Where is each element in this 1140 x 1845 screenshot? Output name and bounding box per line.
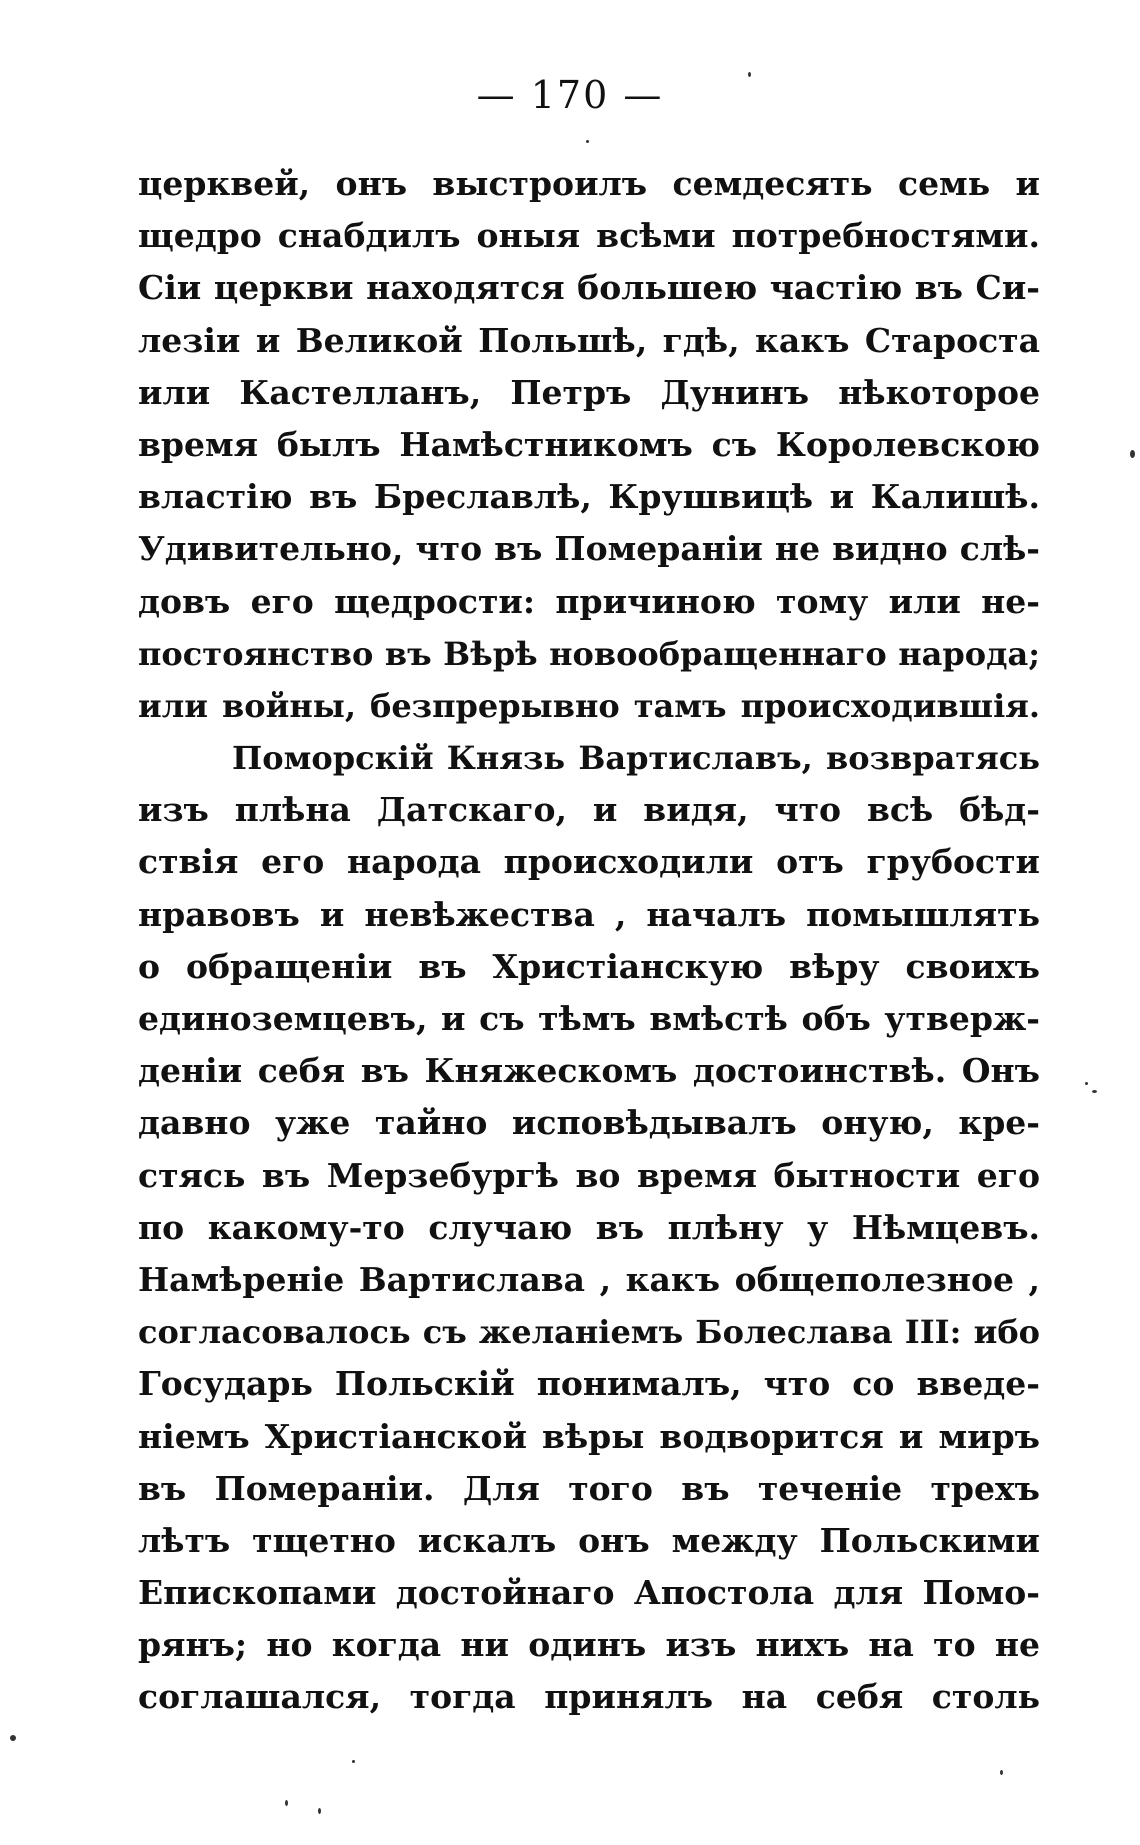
text-line: рянъ; но когда ни одинъ изъ нихъ на то не xyxy=(138,1625,1040,1665)
text-line: время былъ Намѣстникомъ съ Королевскою xyxy=(138,424,1040,464)
text-line: соглашался, тогда принялъ на себя столь xyxy=(138,1677,1040,1717)
text-line: Намѣреніе Вартислава , какъ общеполезное , xyxy=(138,1259,1040,1299)
text-line: Поморскій Князь Вартиславъ, возвратясь xyxy=(232,739,1040,778)
text-line: или войны, безпрерывно тамъ происходившія. xyxy=(138,686,1040,725)
text-line: ніемъ Христіанской вѣры водворится и миръ xyxy=(138,1416,1040,1456)
text-line: лезіи и Великой Польшѣ, гдѣ, какъ Староста xyxy=(138,320,1040,360)
text-line: стясь въ Мерзебургѣ во время бытности его xyxy=(138,1155,1040,1195)
text-line: по какому-то случаю въ плѣну у Нѣмцевъ. xyxy=(138,1207,1040,1247)
text-line: о обращеніи въ Христіанскую вѣру своихъ xyxy=(138,946,1040,986)
text-line: деніи себя въ Княжескомъ достоинствѣ. Онъ xyxy=(138,1051,1040,1091)
text-line: властію въ Бреславлѣ, Крушвицѣ и Калишѣ. xyxy=(138,477,1040,517)
text-line: единоземцевъ, и съ тѣмъ вмѣстѣ объ утверж- xyxy=(138,999,1040,1038)
text-line: Удивительно, что въ Помераніи не видно слѣ- xyxy=(138,529,1040,569)
text-line: Сіи церкви находятся большею частію въ Си- xyxy=(138,268,1040,308)
text-line: довъ его щедрости: причиною тому или не- xyxy=(138,581,1040,621)
text-line: Государь Польскій понималъ, что со введе- xyxy=(138,1364,1040,1404)
text-line: щедро снабдилъ оныя всѣми потребностями. xyxy=(138,216,1040,256)
text-line: ствія его народа происходили отъ грубости xyxy=(138,842,1040,882)
text-line: лѣтъ тщетно искалъ онъ между Польскими xyxy=(138,1520,1040,1560)
text-line: изъ плѣна Датскаго, и видя, что всѣ бѣд- xyxy=(138,790,1040,830)
text-line: въ Помераніи. Для того въ теченіе трехъ xyxy=(138,1468,1040,1508)
text-line: нравовъ и невѣжества , началъ помышлять xyxy=(138,894,1040,934)
text-line: согласовалось съ желаніемъ Болеслава III: ибо xyxy=(138,1313,1040,1352)
page-number: — 170 — xyxy=(476,73,664,117)
body-text xyxy=(138,158,1040,1724)
text-line: Епископами достойнаго Апостола для Помо- xyxy=(138,1573,1040,1613)
text-line: или Кастелланъ, Петръ Дунинъ нѣкоторое xyxy=(138,372,1040,412)
text-line: давно уже тайно исповѣдывалъ оную, кре- xyxy=(138,1103,1040,1143)
text-line: постоянство въ Вѣрѣ новообращеннаго народа; xyxy=(138,634,1040,673)
text-line: церквей, онъ выстроилъ семдесять семь и xyxy=(138,164,1040,203)
